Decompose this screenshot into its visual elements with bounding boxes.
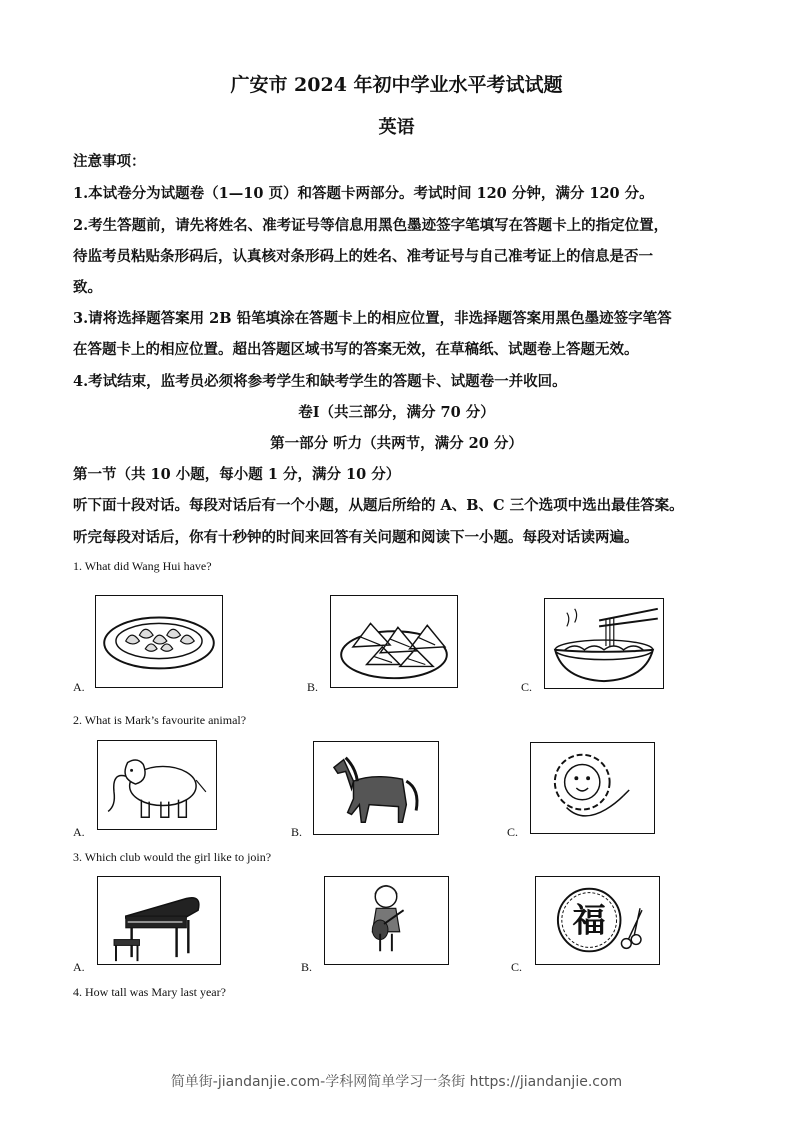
noodles-image: [544, 598, 664, 689]
subject-title: 英语: [378, 117, 415, 138]
option-b[interactable]: B.: [301, 960, 313, 974]
option-b[interactable]: B.: [291, 825, 303, 839]
notice-heading: 注意事项：: [73, 153, 146, 170]
guitar-girl-image: [324, 876, 449, 965]
svg-text:福: 福: [572, 900, 606, 940]
option-c[interactable]: C.: [507, 825, 519, 839]
question-2: 2. What is Mark’s favourite animal?: [73, 713, 247, 727]
page-footer: 简单街-jiandanjie.com-学科网简单学习一条街 https://jiandanjie.com: [170, 1074, 623, 1090]
section-heading: 第一节（共 10 小题，每小题 1 分，满分 10 分）: [73, 466, 401, 483]
part-heading: 第一部分 听力（共两节，满分 20 分）: [270, 435, 523, 452]
notice-line: 致。: [73, 279, 102, 296]
option-a[interactable]: A.: [73, 960, 85, 974]
elephant-image: [97, 740, 217, 830]
instruction-line: 听完每段对话后，你有十秒钟的时间来回答有关问题和阅读下一小题。每段对话读两遍。: [73, 529, 639, 546]
horse-image: [313, 741, 439, 835]
notice-line: 3.请将选择题答案用 2B 铅笔填涂在答题卡上的相应位置，非选择题答案用黑色墨迹签字笔答: [73, 310, 672, 327]
option-a[interactable]: A.: [73, 680, 85, 694]
piano-image: [97, 876, 221, 965]
instruction-line: 听下面十段对话。每段对话后有一个小题，从题后所给的 A、B、C 三个选项中选出最佳答案。: [73, 497, 684, 514]
option-c[interactable]: C.: [521, 680, 533, 694]
notice-line: 在答题卡上的相应位置。超出答题区域书写的答案无效，在草稿纸、试题卷上答题无效。: [73, 341, 639, 358]
zongzi-image: [330, 595, 458, 688]
option-c[interactable]: C.: [511, 960, 523, 974]
question-4: 4. How tall was Mary last year?: [73, 985, 226, 999]
option-a[interactable]: A.: [73, 825, 85, 839]
dumplings-image: [95, 595, 223, 688]
volume-heading: 卷Ⅰ（共三部分，满分 70 分）: [298, 404, 495, 421]
question-3: 3. Which club would the girl like to join?: [73, 850, 272, 864]
option-b[interactable]: B.: [307, 680, 319, 694]
lion-image: [530, 742, 655, 834]
notice-line: 1.本试卷分为试题卷（1—10 页）和答题卡两部分。考试时间 120 分钟，满分 120 分。: [73, 185, 654, 202]
exam-title: 广安市 2024 年初中学业水平考试试题: [230, 74, 563, 96]
notice-line: 4.考试结束，监考员必须将参考学生和缺考学生的答题卡、试题卷一并收回。: [73, 373, 567, 390]
question-1: 1. What did Wang Hui have?: [73, 559, 212, 573]
notice-line: 待监考员粘贴条形码后，认真核对条形码上的姓名、准考证号与自己准考证上的信息是否一: [73, 248, 653, 265]
notice-line: 2.考生答题前，请先将姓名、准考证号等信息用黑色墨迹签字笔填写在答题卡上的指定位置，: [73, 217, 669, 234]
paper-cutting-image: [535, 876, 660, 965]
